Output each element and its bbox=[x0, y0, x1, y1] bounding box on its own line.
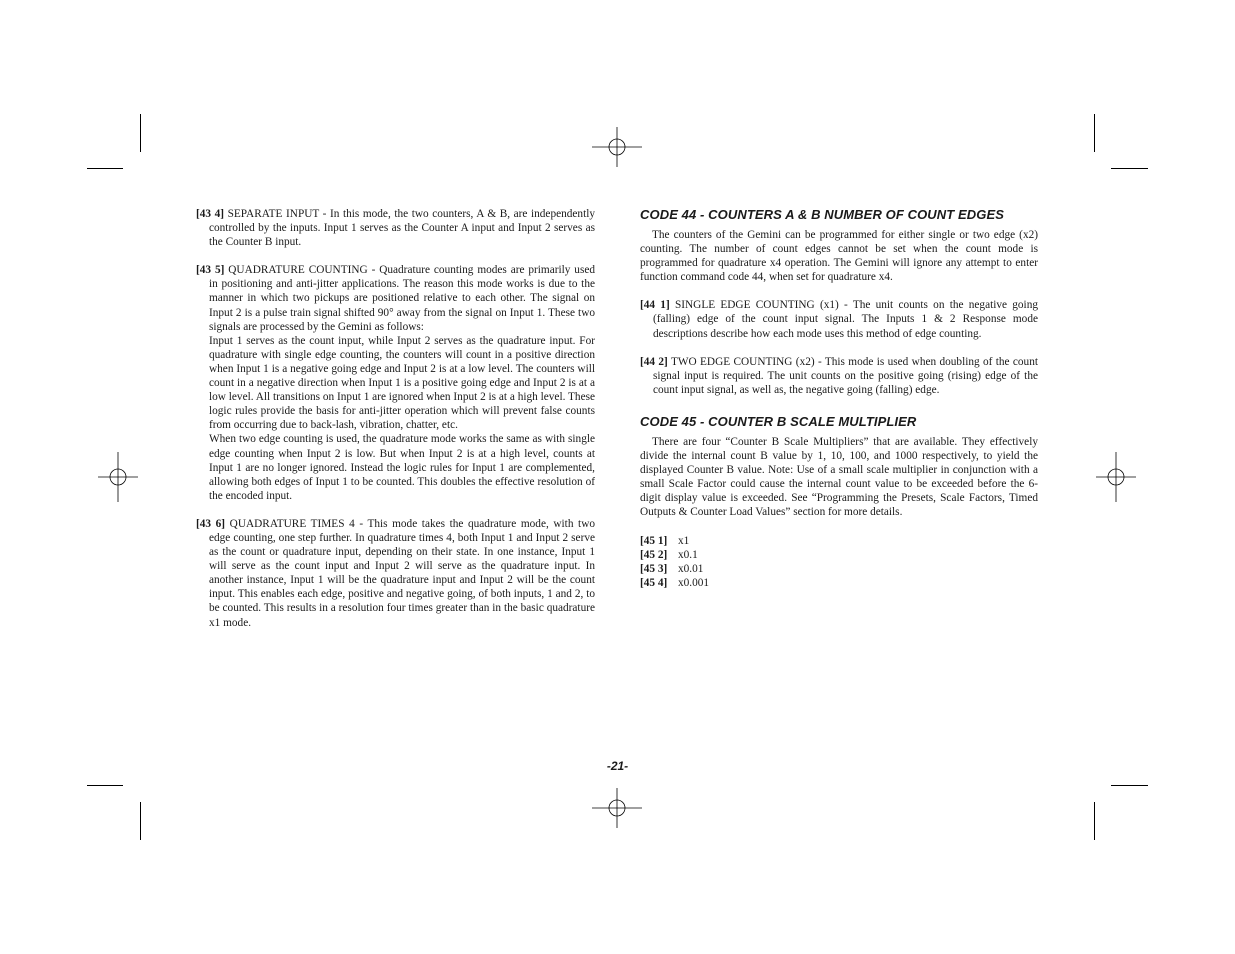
registration-mark-icon bbox=[592, 122, 642, 172]
option-paragraph: When two edge counting is used, the quadrature mode works the same as with single edge counting when Input 2 is low. But when Input 2 is at a high level, counts at Input 1 are no longer ignored. Instead the logic rules for Input 1 are complemented, allowing both edges of Input 1 to be counted. This doubles the effective resolution of the encoded input. bbox=[209, 433, 595, 502]
separate-input-entry bbox=[196, 207, 595, 249]
option-description: SINGLE EDGE COUNTING (x1) - The unit counts on the negative going (falling) edge of the count input signal. The Inputs 1 & 2 Response mode descriptions describe how each mode uses this method of edge counting. bbox=[653, 299, 1038, 340]
right-column bbox=[640, 207, 1038, 590]
option-code: [43 4] bbox=[196, 208, 225, 220]
multiplier-option bbox=[640, 534, 1038, 548]
crop-mark bbox=[1111, 785, 1148, 786]
code-45-intro: There are four “Counter B Scale Multipliers” that are available. They effectively divide the internal count B value by 1, 10, 100, and 1000 respectively, to yield the displayed Counter B value. Note: Use of a small scale multiplier in conjunction with a small Scale Factor could cause the internal count value to be exceeded before the 6-digit display value is exceeded. See “Programming the Presets, Scale Factors, Timed Outputs & Counter Load Values” section for more details. bbox=[640, 435, 1038, 519]
option-value: x0.001 bbox=[678, 576, 710, 589]
crop-mark bbox=[1111, 168, 1148, 169]
option-code: [43 6] bbox=[196, 517, 226, 530]
option-code: [43 5] bbox=[196, 264, 225, 277]
option-description: TWO EDGE COUNTING (x2) - This mode is used when doubling of the count signal input is required. The unit counts on the positive going (rising) edge of the count input signal, as well as, the negative going (falling) edge. bbox=[653, 355, 1038, 396]
crop-mark bbox=[1094, 114, 1095, 152]
option-code: [44 1] bbox=[640, 299, 670, 312]
registration-mark-icon bbox=[592, 783, 642, 833]
option-code: [44 2] bbox=[640, 355, 668, 368]
left-column bbox=[196, 207, 595, 644]
option-value: x0.1 bbox=[678, 548, 698, 561]
two-edge-entry bbox=[640, 355, 1038, 397]
option-description: QUADRATURE TIMES 4 - This mode takes the quadrature mode, with two edge counting, one step further. In quadrature times 4, both Input 1 and Input 2 serve as the count or quadrature input, depending on their state. In one instance, Input 1 will serve as the count input and Input 2 will serve as the quadrature input. In another instance, Input 1 will be the quadrature input and Input 2 will be the count input. This enables each edge, positive and negative going, of both inputs, 1 and 2, to be counted. This results in a resolution four times greater than in the basic quadrature x1 mode. bbox=[209, 517, 595, 629]
single-edge-entry bbox=[640, 298, 1038, 340]
registration-mark-icon bbox=[93, 452, 143, 502]
code-44-heading: CODE 44 - COUNTERS A & B NUMBER OF COUNT EDGES bbox=[640, 207, 1005, 222]
option-code: [45 4] bbox=[640, 576, 668, 589]
option-description: QUADRATURE COUNTING - Quadrature counting modes are primarily used in positioning and anti-jitter applications. The reason this mode works is due to the manner in which two pickups are positioned relative to each other. The signal on Input 2 is a pulse train signal shifted 90° away from the signal on Input 1. These two signals are processed by the Gemini as follows: bbox=[209, 264, 595, 333]
multiplier-option bbox=[640, 548, 1038, 562]
code-45-heading: CODE 45 - COUNTER B SCALE MULTIPLIER bbox=[640, 413, 917, 429]
crop-mark bbox=[87, 168, 123, 169]
multiplier-option bbox=[640, 576, 1038, 590]
multiplier-option bbox=[640, 562, 1038, 576]
registration-mark-icon bbox=[1091, 452, 1141, 502]
crop-mark bbox=[87, 785, 123, 786]
option-code: [45 3] bbox=[640, 562, 668, 575]
multiplier-options-list bbox=[640, 534, 1038, 590]
option-description: SEPARATE INPUT - In this mode, the two counters, A & B, are independently controlled by the inputs. Input 1 serves as the Counter A input and Input 2 serves as the Counter B input. bbox=[209, 208, 595, 249]
code-44-intro: The counters of the Gemini can be programmed for either single or two edge (x2) counting. The number of count edges cannot be set when the count mode is programmed for quadrature x4 operation. The Gemini will ignore any attempt to enter function command code 44, when set for quadrature x4. bbox=[640, 229, 1038, 284]
crop-mark bbox=[140, 802, 141, 840]
option-value: x0.01 bbox=[678, 562, 704, 575]
crop-mark bbox=[1094, 802, 1095, 840]
option-code: [45 1] bbox=[640, 534, 668, 547]
quadrature-times-4-entry bbox=[196, 517, 595, 630]
option-paragraph: Input 1 serves as the count input, while Input 2 serves as the quadrature input. For quadrature with single edge counting, the counters will count in a positive direction when Input 1 is a negative going edge and Input 2 is at a low level. The counters will count in a negative direction when Input 1 is a positive going edge and Input 2 is at a low level. All transitions on Input 1 are ignored when Input 2 is at a high level. These logic rules provide the basis for anti-jitter operation which will prevent false counts from occurring due to back-lash, vibration, chatter, etc. bbox=[209, 334, 596, 432]
page-number: -21- bbox=[606, 759, 629, 773]
quadrature-counting-entry bbox=[196, 263, 595, 503]
crop-mark bbox=[140, 114, 141, 152]
option-code: [45 2] bbox=[640, 548, 668, 561]
option-value: x1 bbox=[678, 534, 690, 547]
